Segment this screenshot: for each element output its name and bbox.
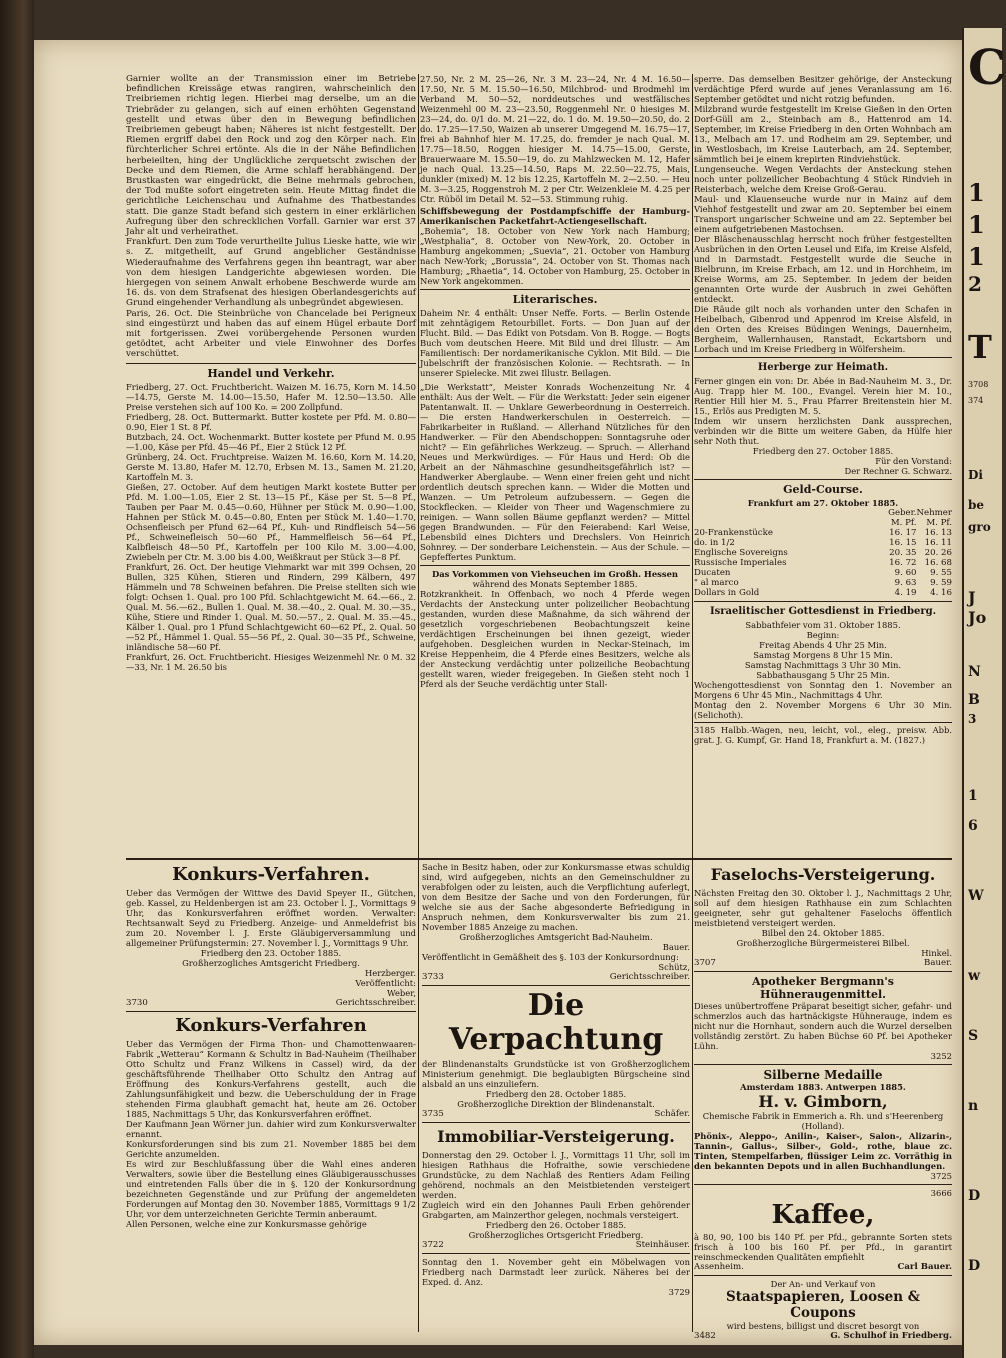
column-divider — [692, 74, 693, 1332]
staatspapiere-text: wird bestens, billigst und discret besorgt von — [726, 1321, 920, 1331]
heading-konkurs-2: Konkurs-Verfahren — [175, 1015, 367, 1036]
rate-geber: 9. 60 — [894, 568, 917, 578]
column-2 — [420, 74, 690, 854]
literary-daheim: Daheim Nr. 4 enthält: Unser Neffe. Forts. — Berlin Ostende mit zehntägigem Retourbillet. Forts. — Don Juan auf der Flucht. Bild. — Das Edikt von Potsdam. Von B. Rogge. — Bogts Buch vom deutschen Heere. Mit Bild und drei Illustr. — Am Familientisch: Der nordamerikanische Cyklon. Mit Bild. — Die Jubelschrift der französischen Kolonie. — Rechtsrath. — In unserer Spielecke. Mit zwei Illustr. Beilagen. — [420, 308, 690, 378]
divider — [694, 971, 952, 972]
kaffee-footer — [694, 1262, 952, 1272]
rate-geber: 9. 63 — [894, 578, 917, 588]
konkurs-1-weber: Weber, — [387, 988, 416, 998]
table-row — [694, 528, 952, 538]
adjacent-page — [962, 28, 1006, 1358]
sig-bauer: Bauer. — [924, 958, 952, 968]
table-row — [694, 548, 952, 558]
konkurs-2-cont: Sache in Besitz haben, oder zur Konkursmasse etwas schuldig sind, wird aufgegeben, nichts an den Gemeinschuldner zu verabfolgen oder zu leisten, auch die Verpflichtung auferlegt, von dem Besitze der Sache und von den Forderungen, für welche sie aus der Sache abgesonderte Befriedigung in Anspruch nehmen, dem Konkursverwalter bis zum 21. November 1885 Anzeige zu machen. — [422, 862, 690, 932]
geld-date: Frankfurt am 27. Oktober 1885. — [747, 498, 899, 508]
sig-schulhof: G. Schulhof in Friedberg. — [830, 1331, 952, 1341]
heading-viehseuchen: Das Vorkommen von Viehseuchen im Großh. Hessen — [431, 569, 679, 579]
sabbath-time: Sabbathausgang 5 Uhr 25 Min. — [756, 670, 890, 680]
sabbath-begin: Beginn: — [806, 630, 840, 640]
col-geber: Geber. — [888, 508, 917, 518]
col-nehmer: Nehmer — [916, 508, 952, 518]
bottom-column-2 — [422, 862, 690, 1332]
divider — [126, 1011, 416, 1012]
sig-hinkel: Hinkel. — [921, 948, 952, 958]
herberge-date: Friedberg den 27. October 1885. — [752, 446, 894, 456]
sig-schuetz: Schütz, — [658, 962, 690, 972]
heading-konkurs-1: Konkurs-Verfahren. — [172, 864, 370, 885]
faselochs-court: Großherzogliche Bürgermeisterei Bilbel. — [736, 938, 910, 948]
divider — [694, 601, 952, 602]
sabbath-time: Samstag Morgens 8 Uhr 15 Min. — [753, 650, 893, 660]
article-maulseuche: Maul- und Klauenseuche wurde nur in Mainz auf dem Viehhof festgestellt und zwar am 20. September bei einem Transport ungarischer Schweine und am 22. September bei einem aufgetriebenen Mastochsen. — [694, 194, 952, 234]
ankauf-text: Der An- und Verkauf von — [770, 1279, 876, 1289]
fragment-glyph: 1 — [968, 242, 985, 271]
konkurs-1-court: Großherzogliches Amtsgericht Friedberg. — [182, 958, 360, 968]
herberge-donations: Ferner gingen ein von: Dr. Abée in Bad-Nauheim M. 3., Dr. Aug. Trapp hier M. 100., Evangel. Verein hier M. 10., Rentier Hill hier M. 5., Frau Pfarrer Breitenstein hier M. 15., Erlös aus Predigten M. 5. — [694, 376, 952, 416]
fragment-glyph: 1 — [968, 178, 985, 207]
apotheker-text: Dieses unübertroffene Präparat beseitigt sicher, gefahr- und schmerzlos auch das hartnäckigste Hühnerauge, indem es nicht nur die Hornhaut, sondern auch die Wurzel derselben vollständig zerstört. Zu haben Büchse 60 Pf. bei Apotheker Lühn. — [694, 1001, 952, 1051]
fragment-glyph: C — [968, 40, 1006, 96]
fragment-glyph: 1 — [968, 210, 985, 239]
fragment-glyph: w — [968, 968, 981, 984]
footer-3735 — [422, 1109, 690, 1119]
rate-geber: 16. 72 — [889, 558, 917, 568]
heading-gimborn: H. v. Gimborn, — [758, 1092, 888, 1111]
konkurs-2-personen: Allen Personen, welche eine zur Konkursmasse gehörige — [126, 1219, 367, 1229]
gimborn-firm: Chemische Fabrik in Emmerich a. Rh. und s'Heerenberg (Holland). — [702, 1111, 944, 1131]
kaffee-place: Assenheim. — [694, 1262, 744, 1272]
exchange-header — [694, 508, 952, 518]
article-raeude: Die Räude gilt noch als vorhanden unter den Schafen in Heibelbach, Gibenrod und Appenrod im Kreise Alsfeld, in den Orten des Kreises Büdingen Wenings, Dauernheim, Bergheim, Wallernhausen, Ranstadt, Eckartsborn und Lorbach und im Kreise Friedberg in Wölfersheim. — [694, 304, 952, 354]
immobiliar-date: Friedberg den 26. October 1885. — [485, 1220, 627, 1230]
market-report: Gießen, 27. October. Auf dem heutigen Markt kostete Butter per Pfd. M. 1.00—1.05, Eier 2 St. 13—15 Pf., Käse per St. 5—8 Pf., Tauben per Paar M. 0.45—0.60, Hühner per Stück M. 0.90—1.00, Hahnen per Stück M. 0.45—0.80, Enten per Stück M. 1.40—1.70, Ochsenfleisch per Pfund 62—64 Pf., Kuh- und Rindfleisch 54—56 Pf., Schweinefleisch 50—60 Pf., Hammelfleisch 56—64 Pf., Kalbfleisch 48—50 Pf., Kartoffeln per 100 Kilo M. 3.00—4.00, Zwiebeln per Ctr. M. 3.00 bis 4.00, Weißkraut per Stück 3—8 Pf. — [126, 481, 416, 562]
table-row — [694, 538, 952, 548]
ad-wagen: 3185 Halbb.-Wagen, neu, leicht, vol., eleg., preisw. Abb. grat. J. G. Kumpf, Gr. Hand 18, Frankfurt a. M. (1827.) — [694, 722, 952, 745]
column-divider — [418, 74, 419, 1332]
fragment-glyph: T — [968, 328, 992, 366]
fragment-glyph: be — [968, 498, 985, 512]
rate-nehmer: 20. 26 — [924, 548, 952, 558]
sabbath-date: Sabbathfeier vom 31. Oktober 1885. — [745, 620, 901, 630]
immobiliar-court: Großherzogliches Ortsgericht Friedberg. — [468, 1230, 644, 1240]
newspaper-page — [34, 40, 962, 1345]
fragment-glyph: 3 — [968, 712, 977, 726]
heading-medaille: Silberne Medaille — [763, 1068, 883, 1082]
sig-schaefer: Schäfer. — [654, 1109, 690, 1119]
sig-carl-bauer: Carl Bauer. — [897, 1262, 952, 1272]
footer-3722 — [422, 1240, 690, 1250]
sig-bauer: Bauer. — [662, 942, 690, 952]
fragment-glyph: 6 — [968, 818, 978, 834]
fragment-glyph: N — [968, 664, 981, 680]
sabbath-time: Samstag Nachmittags 3 Uhr 30 Min. — [744, 660, 902, 670]
heading-handel: Handel und Verkehr. — [207, 366, 335, 380]
currency-name: 20-Frankenstücke — [694, 528, 773, 538]
faselochs-text: Nächsten Freitag den 30. Oktober l. J., Nachmittags 2 Uhr, soll auf dem hiesigen Rathhause ein zum Schlachten geeigneter, sehr gut gehaltener Faselochs öffentlich meistbietend versteigert werden. — [694, 888, 952, 928]
currency-name: Dollars in Gold — [694, 588, 760, 598]
fragment-glyph: J — [968, 588, 976, 607]
fragment-glyph: S — [968, 1028, 979, 1044]
rate-nehmer: 16. 11 — [924, 538, 952, 548]
konkurs-2-termin: Es wird zur Beschlußfassung über die Wahl eines anderen Verwalters, sowie über die Bestellung eines Gläubigerausschusses und eintretenden Falls über die in §. 120 der Konkursordnung bezeichneten Gegenstände und zur Prüfung der angemeldeten Forderungen auf Montag den 30. November 1885, Vormittags 9 1/2 Uhr, vor dem unterzeichneten Gerichte Termin anberaumt. — [126, 1159, 416, 1219]
konkurs-1-veroeff: Veröffentlicht: — [355, 978, 416, 988]
heading-gottesdienst: Israelitischer Gottesdienst in Friedberg. — [709, 606, 937, 617]
article-milzbrand: Milzbrand wurde festgestellt im Kreise Gießen in den Orten Dorf-Güll am 2., Steinbach am 8., Hattenrod am 14. September, im Kreise Friedberg in den Orten Wohnbach am 13., Melbach am 17. und Rodheim am 29. September, und in Westlosbach, im Kreise Lauterbach, am 24. September, sämmtlich bei je einem krepirten Rindviehstück. — [694, 104, 952, 164]
rate-nehmer: 9. 55 — [930, 568, 952, 578]
market-report: Frankfurt, 26. Oct. Der heutige Viehmarkt war mit 399 Ochsen, 20 Bullen, 325 Kühen, Stieren und Rindern, 299 Kälbern, 497 Hämmeln und 78 Schweinen befahren. Die Preise stellten sich wie folgt: Ochsen 1. Qual. pro 100 Pfd. Schlachtgewicht M. 64.—66., 2. Qual. M. 56.—62., Bullen 1. Qual. M. 38.—40., 2. Qual. M. 30.—35., Kühe, Stiere und Rinder 1. Qual. M. 50.—57., 2. Qual. M. 35.—45., Kälber 1. Qual. pro 1 Pfund Schlachtgewicht 60—62 Pf., 2. Qual. 50—52 Pf., Hämmel 1. Qual. 55—56 Pf., 2. Qual. 30—35 Pf., Schweine, inländische 58—60 Pf. — [126, 561, 416, 652]
court-nauheim: Großherzogliches Amtsgericht Bad-Nauheim. — [459, 932, 653, 942]
article-blaeschen: Der Bläschenausschlag herrscht noch früher festgestellten Ausbrüchen in den Orten Leusel und Eifa, im Kreise Alsfeld, und in Darmstadt. Festgestellt wurde die Seuche in Bielbrunn, im Kreise Erbach, am 12. und in Horchheim, im Kreise Worms, am 25. September. In jedem der beiden genannten Orte wurde der Ausbruch in zwei Gehöften entdeckt. — [694, 234, 952, 304]
currency-name: Russische Imperiales — [694, 558, 787, 568]
heading-ship: Schiffsbewegung der Postdampfschiffe der Hamburg-Amerikanischen Packetfahrt-Actiengesellschaft. — [420, 206, 690, 226]
exchange-units — [694, 518, 952, 528]
column-1 — [126, 74, 416, 854]
article-sperre: sperre. Das demselben Besitzer gehörige, der Ansteckung verdächtige Pferd wurde auf jenes Veranlassung am 16. September getödtet und nicht rotzig befunden. — [694, 74, 952, 104]
ad-number: 3725 — [930, 1171, 952, 1181]
fragment-glyph: W — [968, 888, 984, 904]
article-garnier: Garnier wollte an der Transmission einer im Betriebe befindlichen Kreissäge etwas rangiren, wahrscheinlich den Treibriemen richtig legen. Hierbei mag derselbe, um an die Triebräder zu gelangen, sich auf einen erhöhten Gegenstand gestellt und etwas über den in Bewegung befindlichen Treibriemen gebeugt haben; Näheres ist nicht festgestellt. Der Riemen ergriff dabei den Rock und zog den Körper nach. Ein fürchterlicher Schrei ertönte. Als die in der Nähe Befindlichen herbeieilten, hing der Unglückliche zerquetscht zwischen der Decke und dem Riemen, die Arme schlaff herabhängend. Der Brustkasten war eingedrückt, die Beine mehrmals gebrochen, der Tod mußte sofort eingetreten sein. Heute Mittag findet die gerichtliche Leichenschau und Aufnahme des Thatbestandes statt. Die ganze Stadt befand sich gestern in einer erklärlichen Aufregung über den schrecklichen Vorfall. Garnier war erst 37 Jahr alt und verheirathet. — [126, 74, 416, 238]
gimborn-products: Phönix-, Aleppo-, Anilin-, Kaiser-, Salon-, Alizarin-, Tannin-, Gallus-, Silber-, Gold-, rothe, blaue zc. Tinten, Stempelfarben, flüssiger Leim zc. Vorräthig in den bekannten Depots und in allen Buchhandlungen. — [694, 1131, 952, 1171]
konkurs-1-date: Friedberg den 23. October 1885. — [200, 948, 342, 958]
konkurs-2-text: Ueber das Vermögen der Firma Thon- und Chamottenwaaren-Fabrik „Wetterau“ Kormann & Schultz in Bad-Nauheim (Theilhaber Otto Schultz und Franz Wilkens in Cassel) wird, da der geschäftsführende Theilhaber Otto Schultz den Antrag auf Eröffnung des Konkurs-Verfahrens gestellt, auch die Zahlungsunfähigkeit und bezw. die Ueberschuldung der in Frage stehenden Firma glaubhaft gemacht hat, heute am 26. October 1885, Nachmittags 5 Uhr, das Konkursverfahren eröffnet. — [126, 1039, 416, 1119]
unit-nehmer: M. Pf. — [926, 518, 952, 528]
subheading-viehseuchen: während des Monats September 1885. — [472, 579, 638, 589]
ad-number: 3729 — [668, 1287, 690, 1297]
divider — [422, 1122, 690, 1123]
heading-immobiliar: Immobiliar-Versteigerung. — [437, 1127, 675, 1146]
divider — [126, 363, 416, 364]
section-divider — [126, 858, 952, 860]
medaille-sub: Amsterdam 1883. Antwerpen 1885. — [740, 1082, 906, 1092]
rate-geber: 4. 19 — [894, 588, 917, 598]
divider — [694, 357, 952, 358]
faselochs-date: Bilbel den 24. Oktober 1885. — [761, 928, 885, 938]
bottom-column-3 — [694, 862, 952, 1341]
monday-service: Montag den 2. November Morgens 6 Uhr 30 Min. (Selichoth). — [694, 700, 952, 720]
herberge-for: Für den Vorstand: — [875, 456, 952, 466]
market-report: Grünberg, 24. Oct. Fruchtpreise. Waizen M. 16.60, Korn M. 14.20, Gerste M. 13.80, Hafer M. 12.70, Erbsen M. 13., Samen M. 21.20, Kartoffeln M. 3. — [126, 451, 416, 482]
moebelwagen-ad: Sonntag den 1. November geht ein Möbelwagen von Friedberg nach Darmstadt leer zurück. Näheres bei der Exped. d. Anz. — [422, 1257, 690, 1287]
unit-geber: M. Pf. — [890, 518, 917, 528]
ad-number: 3722 — [422, 1240, 444, 1250]
currency-name: Englische Sovereigns — [694, 548, 788, 558]
sabbath-time: Freitag Abends 4 Uhr 25 Min. — [759, 640, 887, 650]
konkurs-1-footer — [126, 998, 416, 1008]
rate-nehmer: 16. 13 — [924, 528, 952, 538]
immobiliar-text: Donnerstag den 29. October l. J., Vormittags 11 Uhr, soll im hiesigen Rathhaus die Hofraithe, sowie verschiedene Grundstücke, zu dem Nachlaß des Rentiers Adam Feiling gehörend, nochmals an den Meistbietenden versteigert werden. — [422, 1150, 690, 1200]
divider — [422, 1253, 690, 1254]
immobiliar-text-2: Zugleich wird ein den Johannes Pauli Erben gehörender Grabgarten, am Mainzerthor gelegen, nochmals versteigert. — [422, 1200, 690, 1220]
weekday-service: Wochengottesdienst von Sonntag den 1. November an Morgens 6 Uhr 45 Min., Nachmittags 4 Uhr. — [694, 680, 952, 700]
column-3 — [694, 74, 952, 854]
sig-steinhaeuser: Steinhäuser. — [635, 1240, 690, 1250]
rate-nehmer: 4. 16 — [930, 588, 952, 598]
rate-geber: 16. 17 — [889, 528, 917, 538]
divider — [420, 565, 690, 566]
footer-3733 — [422, 972, 690, 982]
ship-movements: „Bohemia“, 18. October von New York nach Hamburg; „Westphalia“, 8. October von New-York, 20. October in Hamburg angekommen; „Suevia“, 21. October von Hamburg nach New-York; „Borussia“, 24. October von St. Thomas nach Hamburg; „Rhaetia“, 14. October von Hamburg, 25. October in New York angekommen. — [420, 226, 690, 286]
currency-name: " al marco — [694, 578, 739, 588]
heading-geld: Geld-Course. — [783, 483, 863, 496]
herberge-signature: Der Rechner G. Schwarz. — [844, 466, 952, 476]
veroeffentlicht: Veröffentlicht in Gemäßheit des §. 103 der Konkursordnung: — [422, 952, 679, 962]
fragment-glyph: 2 — [968, 272, 982, 296]
market-report: Friedberg, 27. Oct. Fruchtbericht. Waizen M. 16.75, Korn M. 14.50—14.75, Gerste M. 14.00—15.50, Hafer M. 12.50—13.50. Alle Preise verstehen sich auf 100 Ko. = 200 Zollpfund. — [126, 381, 416, 412]
article-rotz: Rotzkrankheit. In Offenbach, wo noch 4 Pferde wegen Verdachts der Ansteckung unter polizeilicher Beobachtung gestanden, wurden diese Maßnahme, da sich während der gesetzlich vorgeschriebenen Beobachtungszeit keine verdächtigen Erscheinungen bei ihnen gezeigt, wieder aufgehoben. Desgleichen wurden in Neckar-Steinach, im Kreise Heppenheim, die 4 Pferde eines Besitzers, welche als der Ansteckung verdächtig unter polizeiliche Beobachtung gestellt waren, wieder freigegeben. In Gießen steht noch 1 Pferd als der Seuche verdächtig unter Stall- — [420, 589, 690, 689]
currency-name: do. in 1/2 — [694, 538, 735, 548]
rate-nehmer: 16. 68 — [924, 558, 952, 568]
heading-faselochs: Faselochs-Versteigerung. — [710, 865, 936, 884]
ad-number: 3730 — [126, 998, 148, 1008]
divider — [694, 479, 952, 480]
fragment-glyph: Jo — [968, 608, 987, 627]
fragment-glyph: 374 — [968, 396, 984, 405]
bottom-column-1 — [126, 862, 416, 1332]
kaffee-text: à 80, 90, 100 bis 140 Pf. per Pfd., gebrannte Sorten stets frisch à 100 bis 160 Pf. per Pfd., in garantirt reinschmeckenden Qualitäten empfiehlt — [694, 1232, 952, 1262]
table-row — [694, 588, 952, 598]
verpachtung-text: der Blindenanstalts Grundstücke ist von Großherzoglichem Ministerium genehmigt. Die beglaubigten Bürgscheine sind alsbald an uns einzuliefern. — [422, 1059, 690, 1089]
heading-literarisches: Literarisches. — [512, 293, 598, 306]
konkurs-2-forderungen: Konkursforderungen sind bis zum 21. November 1885 bei dem Gerichte anzumelden. — [126, 1139, 416, 1159]
fragment-glyph: 1 — [968, 788, 978, 804]
ad-number: 3252 — [930, 1051, 952, 1061]
market-report-cont: 27.50, Nr. 2 M. 25—26, Nr. 3 M. 23—24, Nr. 4 M. 16.50—17.50, Nr. 5 M. 15.50—16.50, Milchbrod- und Brodmehl im Verband M. 50—52, norddeutsches und westfälisches Weizenmehl 00 M. 23—23.50, Roggenmehl Nr. 0 hiesiges M. 23—24, do. 0/1 do. M. 21—22, do. 1 do. M. 19.50—20.50, do. 2 do. 17.25—17.50, Waizen ab unserer Umgegend M. 16.75—17, frei ab Bahnhof hier M. 17.25, do. fremder je nach Qual. M. 17.75—18.50, Roggen hiesiger M. 14.75—15.00, Gerste, Brauerwaare M. 15.50—19, do. zu Mahlzwecken M. 12, Hafer je nach Qual. 13.25—14.50, Raps M. 22.50—22.75, Mais, dunkler (mixed) M. 12 bis 12.25, Kartoffeln M. 2—2.50. — Heu M. 3—3.25, Roggenstroh M. 2 per Ctr. Weizenkleie M. 4.25 per Ctr. Rüböl im Detail M. 52—53. Stimmung ruhig. — [420, 74, 690, 204]
fragment-glyph: gro — [968, 520, 991, 534]
konkurs-2-verwalter: Der Kaufmann Jean Wörner jun. dahier wird zum Konkursverwalter ernannt. — [126, 1119, 416, 1139]
footer-3707 — [694, 958, 952, 968]
ad-number: 3666 — [930, 1188, 952, 1198]
fragment-glyph: D — [968, 1258, 981, 1274]
fragment-glyph: 3708 — [968, 380, 989, 389]
market-report: Frankfurt, 26. Oct. Fruchtbericht. Hiesiges Weizenmehl Nr. 0 M. 32—33, Nr. 1 M. 26.50 bis — [126, 651, 416, 672]
verpachtung-date: Friedberg den 28. October 1885. — [485, 1089, 627, 1099]
book-spine — [0, 0, 34, 1358]
market-report: Butzbach, 24. Oct. Wochenmarkt. Butter kostete per Pfund M. 0.95—1.00, Käse per Pfd. 45—46 Pf., Eier 2 Stück 12 Pf. — [126, 431, 416, 452]
divider — [422, 985, 690, 986]
heading-apotheker: Apotheker Bergmann's Hühneraugenmittel. — [752, 975, 894, 1001]
ad-number: 3735 — [422, 1109, 444, 1119]
heading-herberge: Herberge zur Heimath. — [757, 362, 889, 373]
heading-staatspapiere: Staatspapieren, Loosen & Coupons — [726, 1289, 920, 1321]
article-lieske: Frankfurt. Den zum Tode verurtheilte Julius Lieske hatte, wie wir s. Z. mitgetheilt, auf Grund angeblicher Geständnisse Wiederaufnahme des Verfahrens gegen ihn beantragt, war aber von dem hiesigen Landgerichte abgewiesen worden. Die hiergegen von seinem Anwalt erhobene Beschwerde wurde am 16. ds. von dem Strafsenat des hiesigen Oberlandesgerichts auf Grund eingehender Verhandlung als unbegründet abgewiesen. — [126, 237, 416, 309]
ad-number: 3482 — [694, 1331, 716, 1341]
divider — [694, 1064, 952, 1065]
fragment-glyph: B — [968, 692, 980, 708]
divider — [420, 289, 690, 290]
rate-geber: 20. 35 — [889, 548, 917, 558]
konkurs-1-text: Ueber das Vermögen der Wittwe des David Speyer II., Gütchen, geb. Kassel, zu Heldenbergen ist am 23. October l. J., Vormittags 9 Uhr, das Konkursverfahren eröffnet worden. Verwalter: Rechtsanwalt Seyd zu Friedberg. Anzeige- und Anmeldefrist bis zum 20. November l. J. Erste Gläubigerversammlung und allgemeiner Prüfungstermin: 27. November l. J., Vormittags 9 Uhr. — [126, 888, 416, 948]
ad-number: 3707 — [694, 958, 716, 968]
fragment-glyph: n — [968, 1098, 979, 1114]
gerichtsschreiber: Gerichtsschreiber. — [609, 972, 690, 982]
market-report: Friedberg, 28. Oct. Buttermarkt. Butter kostete per Pfd. M. 0.80—0.90, Eier 1 St. 8 Pf. — [126, 411, 416, 432]
article-paris: Paris, 26. Oct. Die Steinbrüche von Chancelade bei Perigneux sind eingestürzt und haben das auf einem Hügel erbaute Dorf mit fortgerissen. Zwei vorübergehende Personen wurden getödtet, acht Arbeiter und viele Einwohner des Dorfes verschüttet. — [126, 308, 416, 360]
currency-name: Ducaten — [694, 568, 731, 578]
divider — [694, 1184, 952, 1185]
staatspapiere-footer — [694, 1331, 952, 1341]
table-row — [694, 578, 952, 588]
fragment-glyph: Di — [968, 468, 983, 482]
heading-verpachtung: Die Verpachtung — [448, 988, 664, 1057]
ad-number: 3733 — [422, 972, 444, 982]
literary-werkstatt: „Die Werkstatt“, Meister Konrads Wochenzeitung Nr. 4 enthält: Aus der Welt. — Für die Werkstatt: Jeder sein eigener Patentanwalt. II. — Unklare Gewerbeordnung in Oesterreich. — Die ersten Handwerkerschulen in Oesterreich. — Fabrikarbeiter in Rußland. — Allerhand Nützliches für den Handwerker. — Für den Abendschoppen: Sonntagsruhe oder nicht? — Ein gefährliches Werkzeug. — Spruch. — Allerhand Neues und Merkwürdiges. — Für Haus und Herd: Ob die Arbeit an der Nähmaschine gesundheitsgefährlich ist? — Handwerker Aberglaube. — Wenn einer freien geht und nicht ordentlich deutsch sprechen kann. — Wider die Motten und Wanzen. — Um Petroleum aufzubessern. — Gegen die Stockflecken. — Kleider von Theer und Wagenschmiere zu reinigen. — Wann sollen Bäume gepflanzt werden? — Mittel gegen Brandwunden. — Für den Feierabend: Karl Weise, Lebensbild eines Dichters und Drechslers. Von Heinrich Sohnrey. — Der sonderbare Leichenstein. — Aus der Schule. — Gepfeffertes Punktum. — [420, 382, 690, 562]
divider — [694, 1275, 952, 1276]
fragment-glyph: D — [968, 1188, 981, 1204]
verpachtung-direktion: Großherzogliche Direktion der Blindenanstalt. — [457, 1099, 655, 1109]
heading-kaffee: Kaffee, — [771, 1200, 875, 1230]
rate-geber: 16. 15 — [889, 538, 917, 548]
table-row — [694, 568, 952, 578]
article-lungenseuche: Lungenseuche. Wegen Verdachts der Ansteckung stehen noch unter polizeilicher Beobachtung 4 Stück Rindvieh in Reisterbach, welche dem Kreise Groß-Gerau. — [694, 164, 952, 194]
konkurs-1-sig: Herzberger. — [364, 968, 416, 978]
rate-nehmer: 9. 59 — [930, 578, 952, 588]
exchange-table — [694, 508, 952, 598]
konkurs-1-gerichtsschreiber: Gerichtsschreiber. — [335, 998, 416, 1008]
table-row — [694, 558, 952, 568]
herberge-thanks: Indem wir unsern herzlichsten Dank aussprechen, verbinden wir die Bitte um weitere Gaben, da Hülfe hier sehr Noth thut. — [694, 416, 952, 446]
